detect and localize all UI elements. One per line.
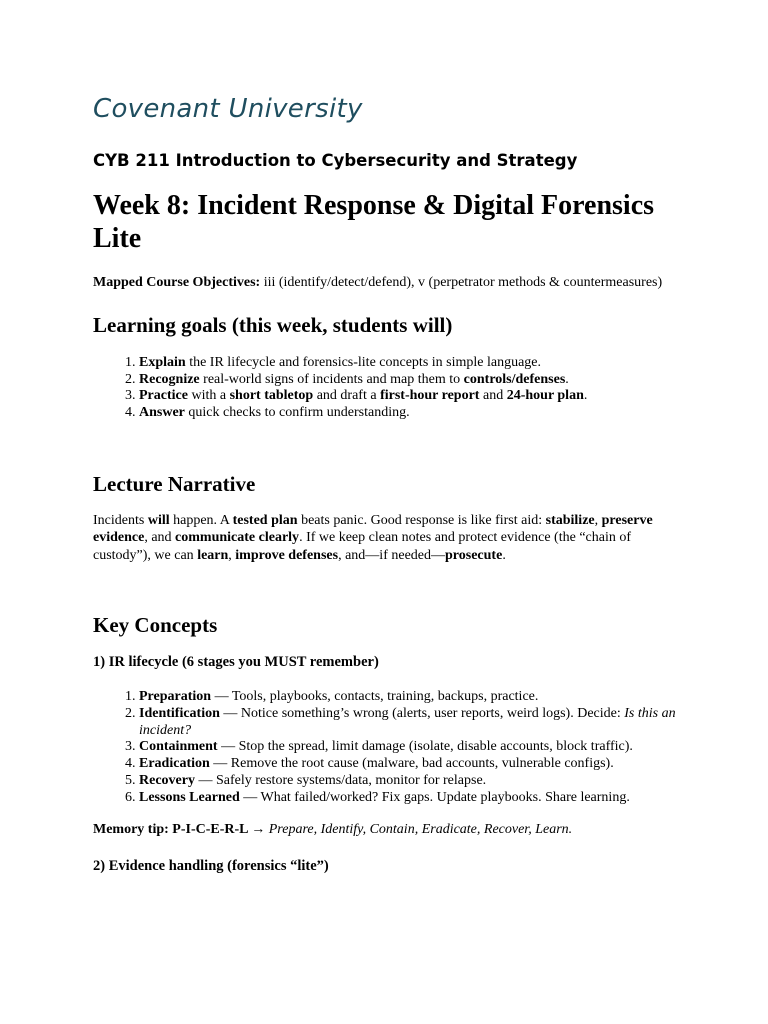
narrative-text: ,	[228, 547, 236, 563]
narrative-text: .	[502, 547, 506, 563]
goal-text: with a	[187, 388, 230, 404]
objectives-label: Mapped Course Objectives:	[93, 275, 261, 290]
list-item	[139, 388, 683, 405]
list-item	[139, 355, 683, 372]
learning-goals-heading: Learning goals (this week, students will)	[93, 313, 453, 337]
narrative-text: Incidents	[93, 512, 148, 528]
goal-term: Answer	[139, 405, 185, 421]
stage-term: Containment	[139, 739, 218, 755]
narrative-text: ,	[594, 512, 602, 528]
stage-text: — Remove the root cause (malware, bad accounts, vulnerable configs).	[209, 756, 614, 772]
list-item	[139, 756, 683, 773]
memory-tip-text: Prepare, Identify, Contain, Eradicate, Recover, Learn.	[265, 822, 573, 838]
list-item	[139, 405, 683, 422]
narrative-emphasis: stabilize	[545, 512, 595, 528]
narrative-text: . If we keep clean notes and protect evidence (the “chain of custody”), we can	[93, 530, 632, 563]
list-item	[139, 689, 683, 706]
goal-emphasis: 24-hour plan	[506, 388, 584, 404]
list-item	[139, 739, 683, 756]
narrative-text: happen. A	[169, 512, 233, 528]
page-title: Week 8: Incident Response & Digital Forensics Lite	[93, 190, 655, 254]
stage-text: — Tools, playbooks, contacts, training, backups, practice.	[211, 689, 539, 705]
narrative-emphasis: tested plan	[232, 512, 298, 528]
goal-text: real-world signs of incidents and map them to	[199, 371, 464, 387]
lecture-narrative-text	[93, 512, 683, 565]
narrative-emphasis: improve defenses	[235, 547, 339, 563]
goal-text: and draft a	[313, 388, 381, 404]
stage-term: Preparation	[139, 689, 212, 705]
goal-term: Explain	[139, 355, 186, 370]
goal-term: Practice	[139, 388, 188, 404]
university-name: Covenant University	[93, 94, 363, 124]
stage-text: — Notice something’s wrong (alerts, user reports, weird logs). Decide:	[219, 706, 625, 722]
objectives-text: iii (identify/detect/defend), v (perpetrator methods & countermeasures)	[260, 275, 663, 290]
mapped-objectives	[93, 275, 683, 291]
memory-tip-label: Memory tip: P-I-C-E-R-L →	[93, 822, 266, 838]
ir-lifecycle-heading: 1) IR lifecycle (6 stages you MUST remember)	[93, 654, 379, 671]
goal-term: Recognize	[139, 371, 200, 387]
goal-text: .	[583, 388, 588, 404]
lecture-narrative-heading: Lecture Narrative	[93, 471, 256, 496]
stage-term: Identification	[139, 706, 220, 722]
stage-italic: Is this an incident?	[139, 706, 676, 738]
narrative-emphasis: learn	[197, 547, 229, 563]
learning-goals-list	[93, 355, 683, 422]
goal-emphasis: controls/defenses	[463, 371, 566, 387]
stage-term: Eradication	[139, 756, 210, 772]
narrative-text: beats panic. Good response is like first aid:	[297, 512, 546, 528]
goal-text: and	[479, 388, 507, 404]
narrative-emphasis: will	[147, 512, 170, 528]
narrative-emphasis: preserve evidence	[93, 512, 653, 546]
document-content	[93, 92, 683, 875]
goal-emphasis: first-hour report	[380, 388, 480, 404]
narrative-text: , and—if needed—	[338, 547, 446, 563]
stage-text: — Stop the spread, limit damage (isolate, disable accounts, block traffic).	[217, 739, 633, 755]
stage-term: Lessons Learned	[139, 789, 240, 805]
goal-text: the IR lifecycle and forensics-lite concepts in simple language.	[185, 355, 542, 370]
evidence-handling-heading: 2) Evidence handling (forensics “lite”)	[93, 857, 329, 874]
stage-text: — Safely restore systems/data, monitor for relapse.	[194, 772, 487, 788]
narrative-emphasis: prosecute	[445, 547, 503, 563]
key-concepts-heading: Key Concepts	[93, 613, 218, 638]
stage-term: Recovery	[139, 772, 195, 788]
narrative-emphasis: communicate clearly	[175, 530, 300, 546]
goal-emphasis: short tabletop	[229, 388, 314, 404]
list-item	[139, 773, 683, 790]
memory-tip	[93, 821, 683, 839]
goal-text: .	[565, 371, 569, 387]
list-item	[139, 790, 683, 807]
ir-lifecycle-list	[93, 689, 683, 806]
course-title: CYB 211 Introduction to Cybersecurity and Strategy	[93, 151, 578, 170]
narrative-text: , and	[144, 530, 176, 546]
goal-text: quick checks to confirm understanding.	[184, 405, 410, 421]
list-item	[139, 706, 683, 739]
stage-text: — What failed/worked? Fix gaps. Update playbooks. Share learning.	[239, 789, 630, 805]
list-item	[139, 372, 683, 389]
